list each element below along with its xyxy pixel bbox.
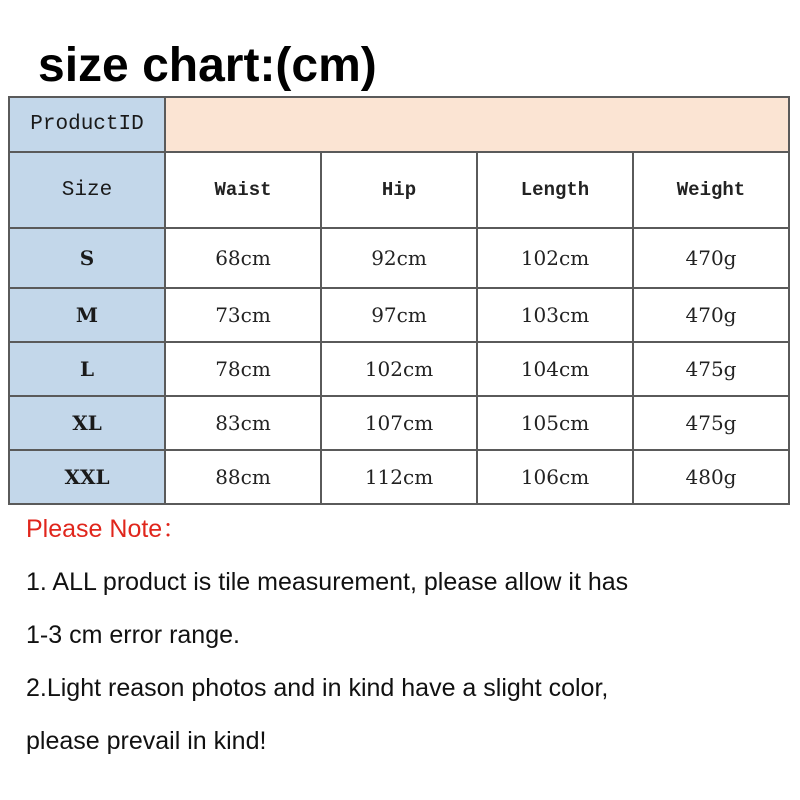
table-row (9, 450, 789, 504)
product-id-value (165, 97, 789, 152)
table-row (9, 342, 789, 396)
weight-column-header: Weight (633, 152, 789, 228)
size-column-header: Size (9, 152, 165, 228)
waist-cell: 88cm (165, 450, 321, 504)
length-column-header: Length (477, 152, 633, 228)
hip-cell: 92cm (321, 228, 477, 288)
weight-cell: 480g (633, 450, 789, 504)
header-row (9, 152, 789, 228)
waist-cell: 78cm (165, 342, 321, 396)
waist-cell: 68cm (165, 228, 321, 288)
hip-cell: 107cm (321, 396, 477, 450)
size-cell: XL (9, 396, 165, 450)
weight-cell: 475g (633, 342, 789, 396)
hip-cell: 97cm (321, 288, 477, 342)
note-line: please prevail in kind! (26, 727, 267, 755)
table-row (9, 288, 789, 342)
weight-cell: 470g (633, 288, 789, 342)
hip-cell: 102cm (321, 342, 477, 396)
note-heading: Please Note： (26, 515, 188, 543)
hip-column-header: Hip (321, 152, 477, 228)
waist-cell: 73cm (165, 288, 321, 342)
length-cell: 105cm (477, 396, 633, 450)
length-cell: 104cm (477, 342, 633, 396)
product-id-row (9, 97, 789, 152)
weight-cell: 475g (633, 396, 789, 450)
waist-column-header: Waist (165, 152, 321, 228)
size-chart-table (8, 96, 790, 505)
size-cell: M (9, 288, 165, 342)
size-cell: L (9, 342, 165, 396)
length-cell: 103cm (477, 288, 633, 342)
length-cell: 102cm (477, 228, 633, 288)
length-cell: 106cm (477, 450, 633, 504)
notes-section (26, 506, 786, 771)
size-cell: S (9, 228, 165, 288)
product-id-label: ProductID (9, 97, 165, 152)
note-line: 1-3 cm error range. (26, 621, 240, 649)
note-line: 1. ALL product is tile measurement, please allow it has (26, 568, 629, 596)
table-row (9, 396, 789, 450)
weight-cell: 470g (633, 228, 789, 288)
waist-cell: 83cm (165, 396, 321, 450)
table-row (9, 228, 789, 288)
note-line: 2.Light reason photos and in kind have a slight color, (26, 674, 609, 702)
hip-cell: 112cm (321, 450, 477, 504)
page-title: size chart:(cm) (38, 39, 377, 92)
size-cell: XXL (9, 450, 165, 504)
